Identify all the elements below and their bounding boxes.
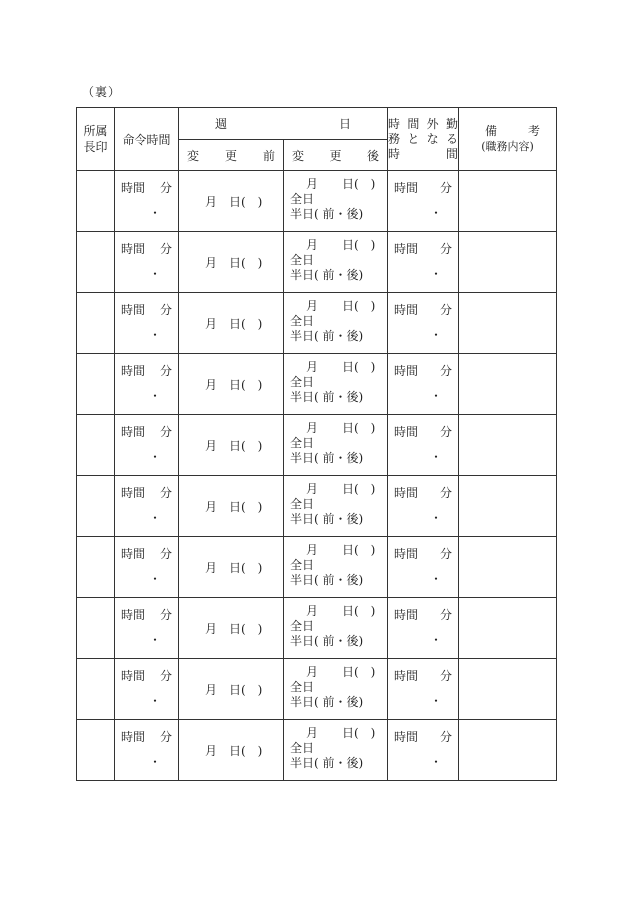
- after-change-cell[interactable]: [284, 415, 388, 476]
- header-overtime-char: 時: [388, 146, 401, 161]
- before-change-cell[interactable]: [179, 537, 284, 598]
- before-change-cell[interactable]: [179, 659, 284, 720]
- separator-dot: ・: [430, 572, 443, 586]
- header-department-seal: [77, 108, 115, 171]
- ordered-time-cell[interactable]: [115, 171, 179, 232]
- hours-label: 時間: [394, 242, 419, 256]
- overtime-hours-cell[interactable]: [388, 537, 459, 598]
- hours-label: 時間: [394, 669, 419, 683]
- overtime-record-table: [76, 107, 557, 781]
- overtime-hours-cell[interactable]: [388, 232, 459, 293]
- after-date-label: 月 日( ): [306, 360, 376, 374]
- separator-dot: ・: [430, 633, 443, 647]
- half-day-label: 半日( 前・後): [290, 756, 364, 770]
- after-date-label: 月 日( ): [306, 726, 376, 740]
- seal-cell[interactable]: [77, 293, 115, 354]
- before-date-label: 月 日( ): [205, 561, 263, 575]
- hours-label: 時間: [394, 425, 419, 439]
- after-change-cell[interactable]: [284, 171, 388, 232]
- minutes-label: 分: [159, 181, 172, 195]
- overtime-hours-cell[interactable]: [388, 659, 459, 720]
- half-day-label: 半日( 前・後): [290, 207, 364, 221]
- minutes-label: 分: [439, 181, 452, 195]
- remarks-cell[interactable]: [459, 476, 557, 537]
- header-overtime-char: と: [407, 131, 420, 146]
- table-row: [77, 659, 557, 720]
- hours-label: 時間: [394, 181, 419, 195]
- half-day-label: 半日( 前・後): [290, 573, 364, 587]
- before-date-label: 月 日( ): [205, 195, 263, 209]
- minutes-label: 分: [439, 364, 452, 378]
- table-row: [77, 293, 557, 354]
- after-date-label: 月 日( ): [306, 543, 376, 557]
- header-overtime-char: 勤: [445, 116, 458, 131]
- ordered-time-cell[interactable]: [115, 354, 179, 415]
- ordered-time-cell[interactable]: [115, 537, 179, 598]
- table-body: [77, 171, 557, 781]
- overtime-hours-cell[interactable]: [388, 354, 459, 415]
- before-change-cell[interactable]: [179, 720, 284, 781]
- after-change-cell[interactable]: [284, 537, 388, 598]
- overtime-hours-cell[interactable]: [388, 415, 459, 476]
- separator-dot: ・: [430, 511, 443, 525]
- overtime-hours-cell[interactable]: [388, 720, 459, 781]
- before-change-cell[interactable]: [179, 598, 284, 659]
- separator-dot: ・: [149, 450, 162, 464]
- half-day-label: 半日( 前・後): [290, 390, 364, 404]
- header-department-seal-line2: 長印: [83, 140, 108, 154]
- separator-dot: ・: [430, 267, 443, 281]
- header-week-label: 週: [215, 117, 228, 131]
- overtime-hours-cell[interactable]: [388, 293, 459, 354]
- header-before-char: 更: [224, 148, 237, 163]
- header-ordered-time: 命令時間: [115, 108, 179, 171]
- after-change-cell[interactable]: [284, 476, 388, 537]
- separator-dot: ・: [149, 328, 162, 342]
- separator-dot: ・: [430, 694, 443, 708]
- separator-dot: ・: [430, 450, 443, 464]
- full-day-label: 全日: [290, 192, 315, 206]
- header-overtime-char: 外: [426, 116, 439, 131]
- after-date-label: 月 日( ): [306, 482, 376, 496]
- table-row: [77, 171, 557, 232]
- seal-cell[interactable]: [77, 476, 115, 537]
- minutes-label: 分: [159, 425, 172, 439]
- header-overtime-char: る: [445, 131, 458, 146]
- hours-label: 時間: [121, 303, 146, 317]
- header-remarks-sub: (職務内容): [481, 140, 534, 153]
- seal-cell[interactable]: [77, 659, 115, 720]
- remarks-cell[interactable]: [459, 415, 557, 476]
- separator-dot: ・: [149, 755, 162, 769]
- overtime-hours-cell[interactable]: [388, 598, 459, 659]
- before-change-cell[interactable]: [179, 476, 284, 537]
- separator-dot: ・: [149, 694, 162, 708]
- header-after-char: 後: [366, 148, 379, 163]
- minutes-label: 分: [159, 364, 172, 378]
- header-remarks: [459, 108, 557, 171]
- header-before-char: 前: [262, 148, 275, 163]
- hours-label: 時間: [121, 608, 146, 622]
- remarks-cell[interactable]: [459, 232, 557, 293]
- header-remarks-char: 考: [527, 124, 540, 138]
- seal-cell[interactable]: [77, 171, 115, 232]
- after-change-cell[interactable]: [284, 232, 388, 293]
- header-overtime-char: 間: [407, 116, 420, 131]
- header-after-change: [284, 140, 388, 171]
- minutes-label: 分: [159, 242, 172, 256]
- header-overtime-char: 時: [388, 116, 401, 131]
- header-after-char: 更: [329, 148, 342, 163]
- separator-dot: ・: [149, 572, 162, 586]
- minutes-label: 分: [159, 486, 172, 500]
- seal-cell[interactable]: [77, 537, 115, 598]
- full-day-label: 全日: [290, 741, 315, 755]
- seal-cell[interactable]: [77, 598, 115, 659]
- remarks-cell[interactable]: [459, 171, 557, 232]
- minutes-label: 分: [439, 242, 452, 256]
- overtime-hours-cell[interactable]: [388, 476, 459, 537]
- separator-dot: ・: [149, 633, 162, 647]
- after-date-label: 月 日( ): [306, 238, 376, 252]
- after-change-cell[interactable]: [284, 598, 388, 659]
- after-date-label: 月 日( ): [306, 665, 376, 679]
- before-change-cell[interactable]: [179, 232, 284, 293]
- remarks-cell[interactable]: [459, 598, 557, 659]
- minutes-label: 分: [439, 669, 452, 683]
- after-date-label: 月 日( ): [306, 421, 376, 435]
- hours-label: 時間: [121, 730, 146, 744]
- before-change-cell[interactable]: [179, 171, 284, 232]
- separator-dot: ・: [430, 328, 443, 342]
- hours-label: 時間: [121, 242, 146, 256]
- header-overtime-char: 間: [445, 146, 458, 161]
- full-day-label: 全日: [290, 619, 315, 633]
- before-date-label: 月 日( ): [205, 439, 263, 453]
- after-date-label: 月 日( ): [306, 604, 376, 618]
- separator-dot: ・: [430, 206, 443, 220]
- ordered-time-cell[interactable]: [115, 659, 179, 720]
- remarks-cell[interactable]: [459, 293, 557, 354]
- before-date-label: 月 日( ): [205, 378, 263, 392]
- separator-dot: ・: [430, 389, 443, 403]
- half-day-label: 半日( 前・後): [290, 451, 364, 465]
- table-row: [77, 537, 557, 598]
- minutes-label: 分: [439, 730, 452, 744]
- minutes-label: 分: [439, 608, 452, 622]
- seal-cell[interactable]: [77, 232, 115, 293]
- full-day-label: 全日: [290, 680, 315, 694]
- minutes-label: 分: [159, 730, 172, 744]
- header-before-change: [179, 140, 284, 171]
- before-change-cell[interactable]: [179, 354, 284, 415]
- after-change-cell[interactable]: [284, 659, 388, 720]
- hours-label: 時間: [121, 181, 146, 195]
- before-date-label: 月 日( ): [205, 500, 263, 514]
- minutes-label: 分: [439, 486, 452, 500]
- full-day-label: 全日: [290, 375, 315, 389]
- header-overtime-hours: [388, 108, 459, 171]
- after-change-cell[interactable]: [284, 720, 388, 781]
- table-row: [77, 415, 557, 476]
- remarks-cell[interactable]: [459, 537, 557, 598]
- ordered-time-cell[interactable]: [115, 293, 179, 354]
- minutes-label: 分: [159, 303, 172, 317]
- ordered-time-cell[interactable]: [115, 232, 179, 293]
- page-side-label: （裏）: [82, 85, 122, 99]
- minutes-label: 分: [159, 608, 172, 622]
- ordered-time-cell[interactable]: [115, 476, 179, 537]
- before-change-cell[interactable]: [179, 415, 284, 476]
- minutes-label: 分: [439, 303, 452, 317]
- hours-label: 時間: [121, 486, 146, 500]
- header-day-label: 日: [338, 117, 351, 131]
- minutes-label: 分: [439, 547, 452, 561]
- after-change-cell[interactable]: [284, 354, 388, 415]
- table-row: [77, 476, 557, 537]
- full-day-label: 全日: [290, 558, 315, 572]
- full-day-label: 全日: [290, 314, 315, 328]
- separator-dot: ・: [149, 511, 162, 525]
- after-date-label: 月 日( ): [306, 177, 376, 191]
- remarks-cell[interactable]: [459, 720, 557, 781]
- before-change-cell[interactable]: [179, 293, 284, 354]
- full-day-label: 全日: [290, 497, 315, 511]
- after-date-label: 月 日( ): [306, 299, 376, 313]
- table-row: [77, 598, 557, 659]
- table-row: [77, 720, 557, 781]
- header-before-char: 変: [187, 148, 200, 163]
- hours-label: 時間: [394, 364, 419, 378]
- minutes-label: 分: [439, 425, 452, 439]
- hours-label: 時間: [121, 669, 146, 683]
- hours-label: 時間: [121, 547, 146, 561]
- header-overtime-char: 務: [388, 131, 401, 146]
- before-date-label: 月 日( ): [205, 256, 263, 270]
- overtime-hours-cell[interactable]: [388, 171, 459, 232]
- table-row: [77, 354, 557, 415]
- seal-cell[interactable]: [77, 354, 115, 415]
- half-day-label: 半日( 前・後): [290, 512, 364, 526]
- before-date-label: 月 日( ): [205, 744, 263, 758]
- remarks-cell[interactable]: [459, 354, 557, 415]
- ordered-time-cell[interactable]: [115, 415, 179, 476]
- hours-label: 時間: [121, 364, 146, 378]
- half-day-label: 半日( 前・後): [290, 268, 364, 282]
- half-day-label: 半日( 前・後): [290, 634, 364, 648]
- half-day-label: 半日( 前・後): [290, 329, 364, 343]
- hours-label: 時間: [394, 303, 419, 317]
- seal-cell[interactable]: [77, 415, 115, 476]
- full-day-label: 全日: [290, 253, 315, 267]
- full-day-label: 全日: [290, 436, 315, 450]
- minutes-label: 分: [159, 669, 172, 683]
- separator-dot: ・: [149, 267, 162, 281]
- before-date-label: 月 日( ): [205, 622, 263, 636]
- remarks-cell[interactable]: [459, 659, 557, 720]
- before-date-label: 月 日( ): [205, 317, 263, 331]
- header-department-seal-line1: 所属: [83, 124, 108, 138]
- hours-label: 時間: [394, 730, 419, 744]
- half-day-label: 半日( 前・後): [290, 695, 364, 709]
- header-overtime-char: な: [426, 131, 439, 146]
- before-date-label: 月 日( ): [205, 683, 263, 697]
- hours-label: 時間: [394, 486, 419, 500]
- ordered-time-cell[interactable]: [115, 598, 179, 659]
- separator-dot: ・: [430, 755, 443, 769]
- after-change-cell[interactable]: [284, 293, 388, 354]
- header-remarks-char: 備: [485, 124, 498, 138]
- header-after-char: 変: [292, 148, 305, 163]
- seal-cell[interactable]: [77, 720, 115, 781]
- table-row: [77, 232, 557, 293]
- minutes-label: 分: [159, 547, 172, 561]
- separator-dot: ・: [149, 206, 162, 220]
- hours-label: 時間: [394, 547, 419, 561]
- header-week-day: [179, 108, 388, 140]
- hours-label: 時間: [394, 608, 419, 622]
- hours-label: 時間: [121, 425, 146, 439]
- separator-dot: ・: [149, 389, 162, 403]
- ordered-time-cell[interactable]: [115, 720, 179, 781]
